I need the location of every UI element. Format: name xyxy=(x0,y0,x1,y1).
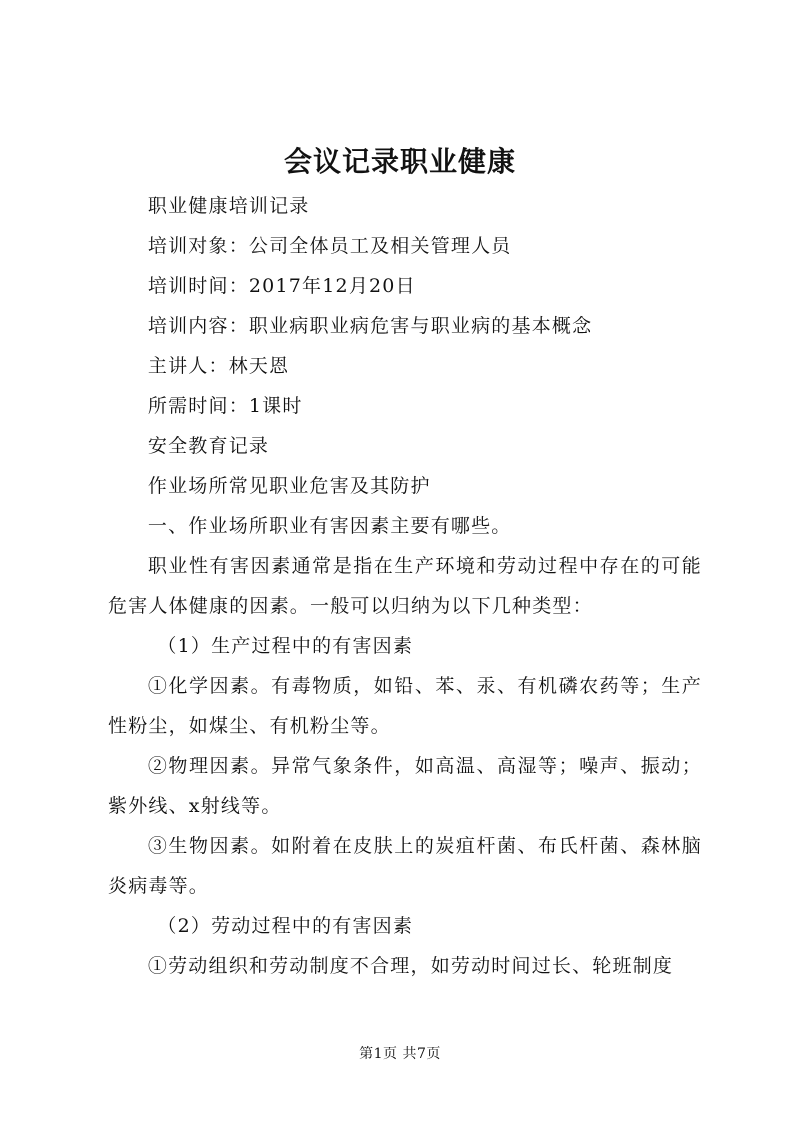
paragraph-training-audience: 培训对象：公司全体员工及相关管理人员 xyxy=(147,235,512,257)
document-body xyxy=(108,186,702,986)
paragraph-labor-organization: ①劳动组织和劳动制度不合理，如劳动时间过长、轮班制度 xyxy=(147,955,674,977)
paragraph-section-one: 一、作业场所职业有害因素主要有哪些。 xyxy=(147,515,512,537)
paragraph-production-factors-heading: （1）生产过程中的有害因素 xyxy=(157,635,414,657)
paragraph-biological-factors: ③生物因素。如附着在皮肤上的炭疽杆菌、布氏杆菌、森林脑炎病毒等。 xyxy=(108,835,702,897)
paragraph-training-content: 培训内容：职业病职业病危害与职业病的基本概念 xyxy=(147,315,593,337)
paragraph-chemical-factors: ①化学因素。有毒物质，如铅、苯、汞、有机磷农药等；生产性粉尘，如煤尘、有机粉尘等。 xyxy=(108,675,702,737)
paragraph-safety-education-record: 安全教育记录 xyxy=(147,435,270,457)
paragraph-speaker: 主讲人：林天恩 xyxy=(147,355,290,377)
paragraph-labor-factors-heading: （2）劳动过程中的有害因素 xyxy=(157,915,414,937)
paragraph-hazards-heading: 作业场所常见职业危害及其防护 xyxy=(147,475,431,497)
page-number-footer: 第1页 共7页 xyxy=(359,1046,441,1062)
paragraph-duration: 所需时间：1课时 xyxy=(147,395,303,417)
paragraph-training-time: 培训时间：2017年12月20日 xyxy=(147,275,416,297)
paragraph-hazard-definition: 职业性有害因素通常是指在生产环境和劳动过程中存在的可能危害人体健康的因素。一般可以归纳为以下几种类型： xyxy=(108,555,702,617)
paragraph-physical-factors: ②物理因素。异常气象条件，如高温、高湿等；噪声、振动；紫外线、x射线等。 xyxy=(108,755,702,817)
page-title: 会议记录职业健康 xyxy=(283,145,516,178)
paragraph-training-record-heading: 职业健康培训记录 xyxy=(147,195,310,217)
